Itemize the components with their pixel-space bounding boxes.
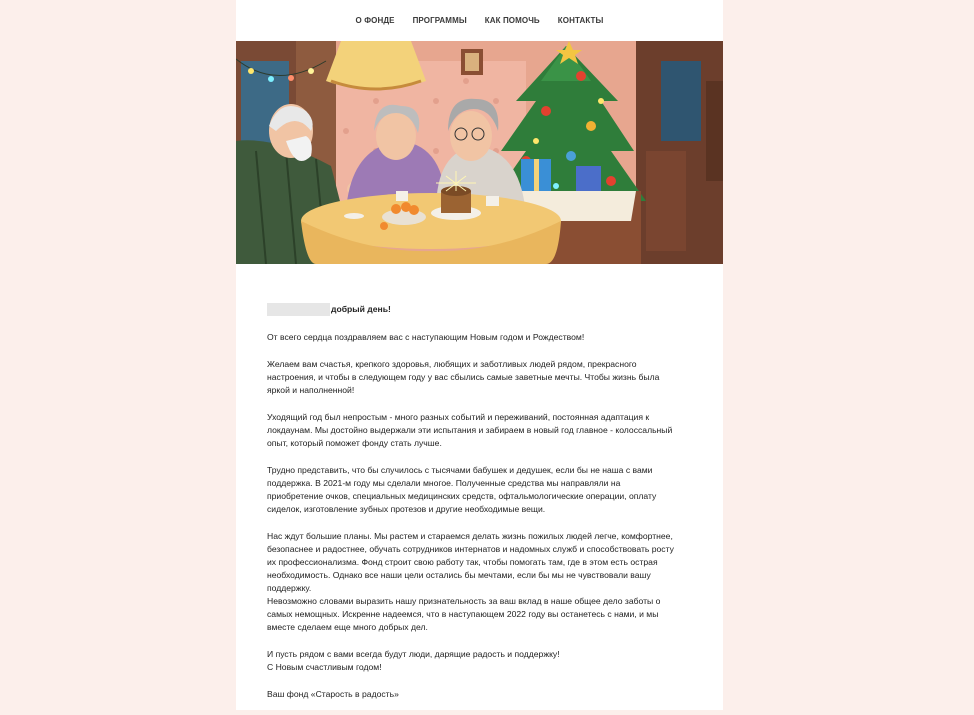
signature-text: Ваш фонд «Старость в радость» (267, 689, 399, 699)
text-line: Уходящий год был непростым - много разных событий и переживаний, постоянная адаптация к (267, 412, 650, 422)
paragraph-closing (267, 648, 697, 674)
text-line: их профессионализма. Фонд строит свою работу так, чтобы помогать там, где в этом есть острая (267, 557, 658, 567)
paragraph-wishes (267, 358, 697, 397)
text-line: От всего сердца поздравляем вас с наступающим Новым годом и Рождеством! (267, 332, 585, 342)
text-line: приобретение очков, специальных медицинских средств, офтальмологические операции, оплату (267, 491, 657, 501)
redacted-name (267, 303, 330, 316)
text-line: поддержку. (267, 583, 312, 593)
signature (267, 688, 697, 701)
nav-item-programs[interactable]: ПРОГРАММЫ (412, 15, 467, 25)
email-content (236, 0, 723, 710)
text-line: самых немощных. Искренне надеемся, что в наступающем 2022 году вы останетесь с нами, и мы (267, 609, 659, 619)
paragraph-year (267, 411, 697, 450)
text-line: И пусть рядом с вами всегда будут люди, дарящие радость и поддержку! (267, 649, 560, 659)
text-line: Желаем вам счастья, крепкого здоровья, любящих и заботливых людей рядом, прекрасного (267, 359, 637, 369)
text-line: необходимость. Однако все наши цели остались бы мечтами, если бы мы не чувствовали вашу (267, 570, 651, 580)
text-line: безопаснее и радостнее, обучать сотрудников интернатов и надомных служб и способствовать росту (267, 544, 674, 554)
paragraph-plans (267, 530, 697, 634)
letter-body (267, 303, 697, 715)
text-line: вместе сделаем еще много добрых дел. (267, 622, 428, 632)
text-line: Нас ждут большие планы. Мы растем и стараемся делать жизнь пожилых людей легче, комфортнее, (267, 531, 673, 541)
text-line: локдаунам. Мы достойно выдержали эти испытания и забираем в новый год главное - колоссальный (267, 425, 673, 435)
paragraph-congrats (267, 331, 697, 344)
nav-item-contacts[interactable]: КОНТАКТЫ (557, 15, 604, 25)
paragraph-support (267, 464, 697, 516)
text-line: поддержка. В 2021-м году мы сделали многое. Полученные средства мы направляли на (267, 478, 621, 488)
text-line: опыт, который поможет фонду стать лучше. (267, 438, 442, 448)
text-line: сиделок, изготовление зубных протезов и другие необходимые вещи. (267, 504, 546, 514)
nav-item-how-to-help[interactable]: КАК ПОМОЧЬ (484, 15, 540, 25)
text-line: яркой и наполненной! (267, 385, 355, 395)
top-nav (236, 0, 723, 40)
nav-item-about[interactable]: О ФОНДЕ (355, 15, 395, 25)
hero-illustration (236, 41, 723, 264)
greeting-text: добрый день! (331, 304, 391, 314)
greeting (267, 303, 697, 316)
text-line: Трудно представить, что бы случилось с тысячами бабушек и дедушек, если бы не наша с вами (267, 465, 653, 475)
text-line: С Новым счастливым годом! (267, 662, 382, 672)
text-line: настроения, и чтобы в следующем году у вас сбылись самые заветные мечты. Чтобы жизнь была (267, 372, 660, 382)
text-line: Невозможно словами выразить нашу признательность за ваш вклад в наше общее дело заботы о (267, 596, 661, 606)
